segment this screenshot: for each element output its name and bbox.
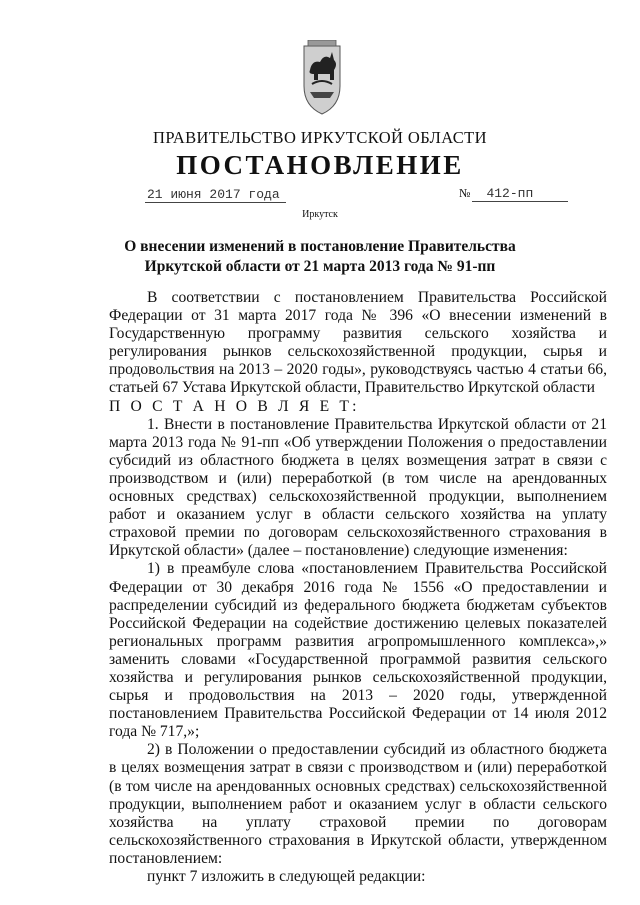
document-type: ПОСТАНОВЛЕНИЕ	[176, 150, 464, 180]
item-1-paragraph: 1. Внести в постановление Правительства Иркутской области от 21 марта 2013 года № 91-пп «Об утверждении Положения о предоставлении субсидий из областного бюджета в целях возмещения затрат в связи с производством и (или) переработкой (в том числе на арендованных основных средствах) сельскохозяйственной продукции, выполнением работ и оказанием услуг в области сельского хозяйства на уплату страховой премии по договорам сельскохозяйственного страхования в Иркутской области» (далее – постановление) следующие изменения:	[109, 415, 607, 560]
subitem-2-paragraph: 2) в Положении о предоставлении субсидий из областного бюджета в целях возмещения затрат в связи с производством и (или) переработкой (в том числе на арендованных основных средствах) сельскохозяйственной продукции, выполнением работ и оказанием услуг в области сельского хозяйства на уплату страховой премии по договорам сельскохозяйственного страхования в Иркутской области, утвержденном постановлением:	[109, 741, 607, 867]
document-body	[109, 289, 607, 886]
preamble-paragraph: В соответствии с постановлением Правительства Российской Федерации от 31 марта 2017 года № 396 «О внесении изменений в Государственную программу развития сельского хозяйства и регулирования рынков сельскохозяйственной продукции, сырья и продовольствия на 2013 – 2020 годы», руководствуясь частью 4 статьи 66, статьей 67 Устава Иркутской области, Правительство Иркутской области	[109, 289, 607, 397]
document-number: 412-пп	[472, 186, 568, 202]
coat-of-arms-icon	[300, 40, 344, 118]
decree-heading: П О С Т А Н О В Л Я Е Т:	[109, 397, 360, 415]
document-title: О внесении изменений в постановление Правительства Иркутской области от 21 марта 2013 года № 91-пп	[124, 238, 516, 275]
city-name: Иркутск	[302, 209, 338, 220]
document-number-field	[459, 185, 568, 202]
document-date: 21 июня 2017 года	[145, 187, 286, 203]
point-7-paragraph: пункт 7 изложить в следующей редакции:	[147, 868, 426, 885]
organization-name: ПРАВИТЕЛЬСТВО ИРКУТСКОЙ ОБЛАСТИ	[153, 128, 487, 147]
subitem-1-paragraph: 1) в преамбуле слова «постановлением Правительства Российской Федерации от 30 декабря 2016 года № 1556 «О предоставлении и распределении субсидий из федерального бюджета бюджетам субъектов Российской Федерации на содействие достижению целевых показателей региональных программ развития агропромышленного комплекса»,» заменить словами «Государственной программой развития сельского хозяйства и регулирования рынков сельскохозяйственной продукции, сырья и продовольствия на 2013 – 2020 годы, утвержденной постановлением Правительства Российской Федерации от 14 июля 2012 года № 717,»;	[109, 560, 607, 741]
number-sign: №	[459, 186, 471, 200]
